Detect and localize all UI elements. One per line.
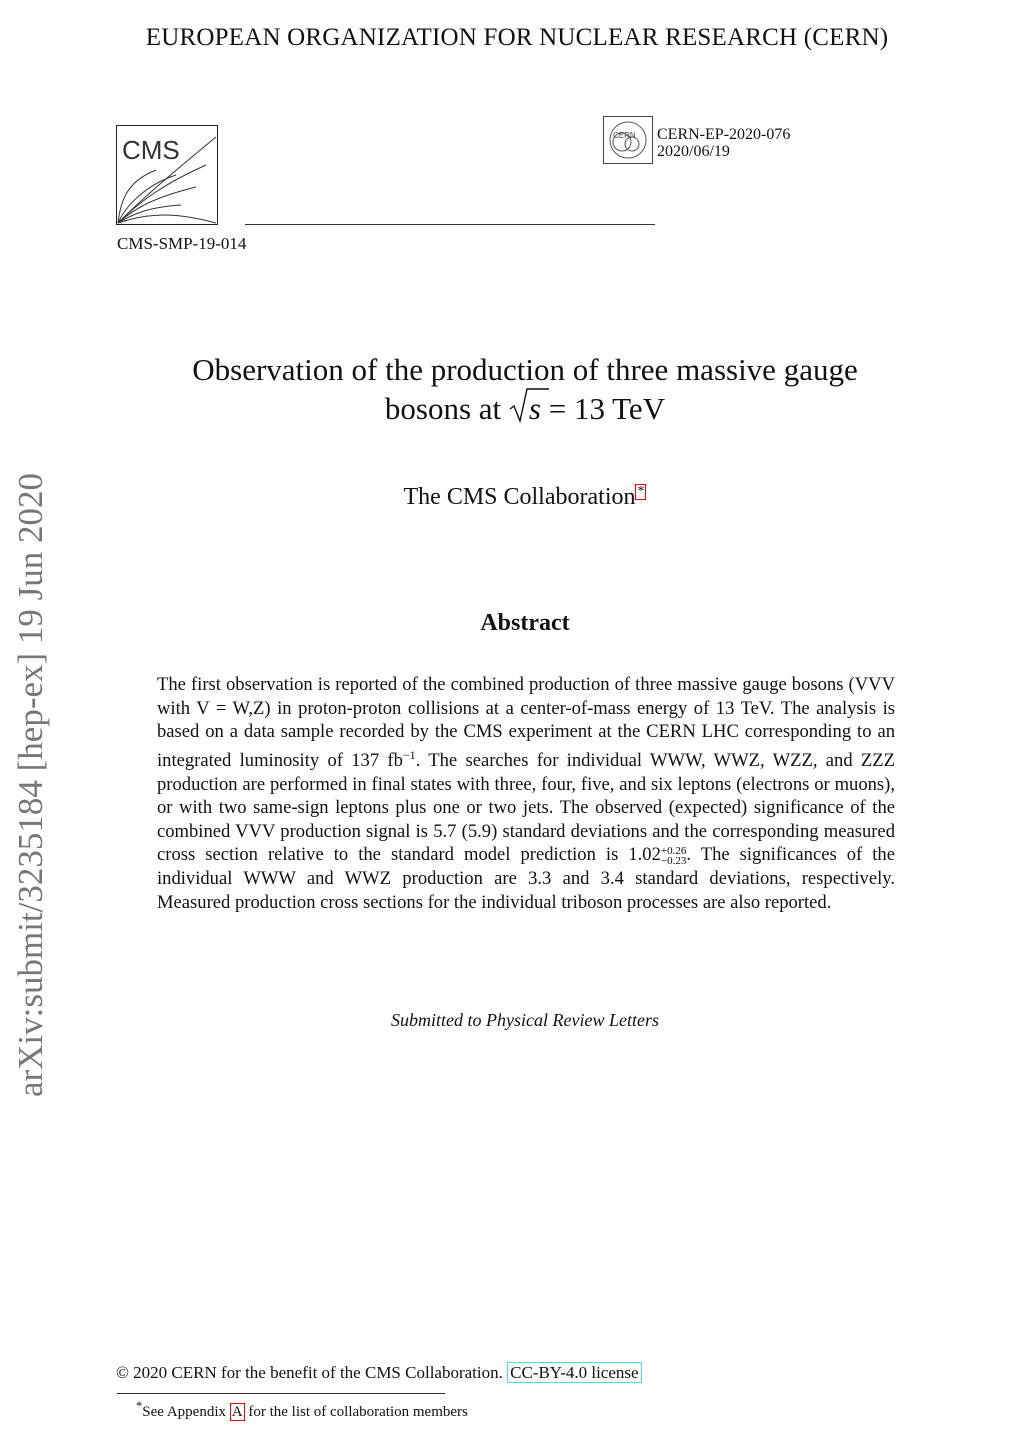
report-number: CERN-EP-2020-076: [657, 126, 791, 143]
author-name: The CMS Collaboration: [403, 484, 636, 510]
xs-uncertainty: +0.26 −0.23: [660, 845, 687, 868]
report-date: 2020/06/19: [657, 143, 730, 160]
lumi-exponent: −1: [402, 747, 416, 762]
svg-text:CMS: CMS: [122, 135, 180, 165]
copyright-line: © 2020 CERN for the benefit of the CMS Collaboration. CC-BY-4.0 license: [116, 1363, 642, 1383]
abstract-body: The first observation is reported of the combined production of three massive gauge bosons (VVV with V = W,Z) in proton-proton collisions at a center-of-mass energy of 13 TeV. The analysis is based on a data sample recorded by the CMS experiment at the CERN LHC corresponding to an integrated luminosity of 137 $fb^{-1}$. The searches for individual WWW, WWZ, WZZ, and ZZZ production are performed in final states with three, four, five, and six leptons (electrons or muons), or with two same-sign leptons plus one or two jets. The observed (expected) significance of the combined VVV production signal is 5.7 (5.9) standard deviations and the corresponding measured cross section relative to the standard model prediction is 1.02 +0.26 −0.23 . The significances of the individual WWW and WWZ production are 3.3 and 3.4 standard deviations, respectively. Measured production cross sections for the individual triboson processes are also reported.: [157, 674, 895, 913]
sqrt-s: s: [509, 389, 541, 428]
report-info: [657, 126, 790, 160]
license-link[interactable]: CC-BY-4.0 license: [507, 1362, 641, 1383]
submitted-journal: Submitted to Physical Review Letters: [391, 1010, 659, 1030]
title-line-1: Observation of the production of three massive gauge: [192, 352, 858, 387]
arxiv-stamp: arXiv:submit/3235184 [hep-ex] 19 Jun 2020: [11, 472, 50, 1098]
svg-text:CERN: CERN: [613, 131, 636, 140]
cms-logo: [116, 125, 218, 225]
header-rule: [245, 224, 655, 225]
appendix-link[interactable]: A: [231, 1404, 243, 1420]
author-line: [0, 484, 1034, 511]
paper-title: [110, 350, 940, 428]
cms-code: CMS-SMP-19-014: [117, 234, 247, 253]
organization-header: EUROPEAN ORGANIZATION FOR NUCLEAR RESEARCH (CERN): [145, 24, 889, 51]
footnote-rule: [117, 1393, 445, 1394]
abstract-heading: Abstract: [480, 610, 570, 636]
author-footnote-link[interactable]: *: [637, 484, 645, 499]
cern-logo: [603, 116, 653, 164]
footnote: *See Appendix A for the list of collaboration members: [136, 1399, 468, 1420]
copyright-icon: ©: [116, 1363, 129, 1382]
title-line-2: bosons at s = 13 TeV: [384, 391, 666, 426]
